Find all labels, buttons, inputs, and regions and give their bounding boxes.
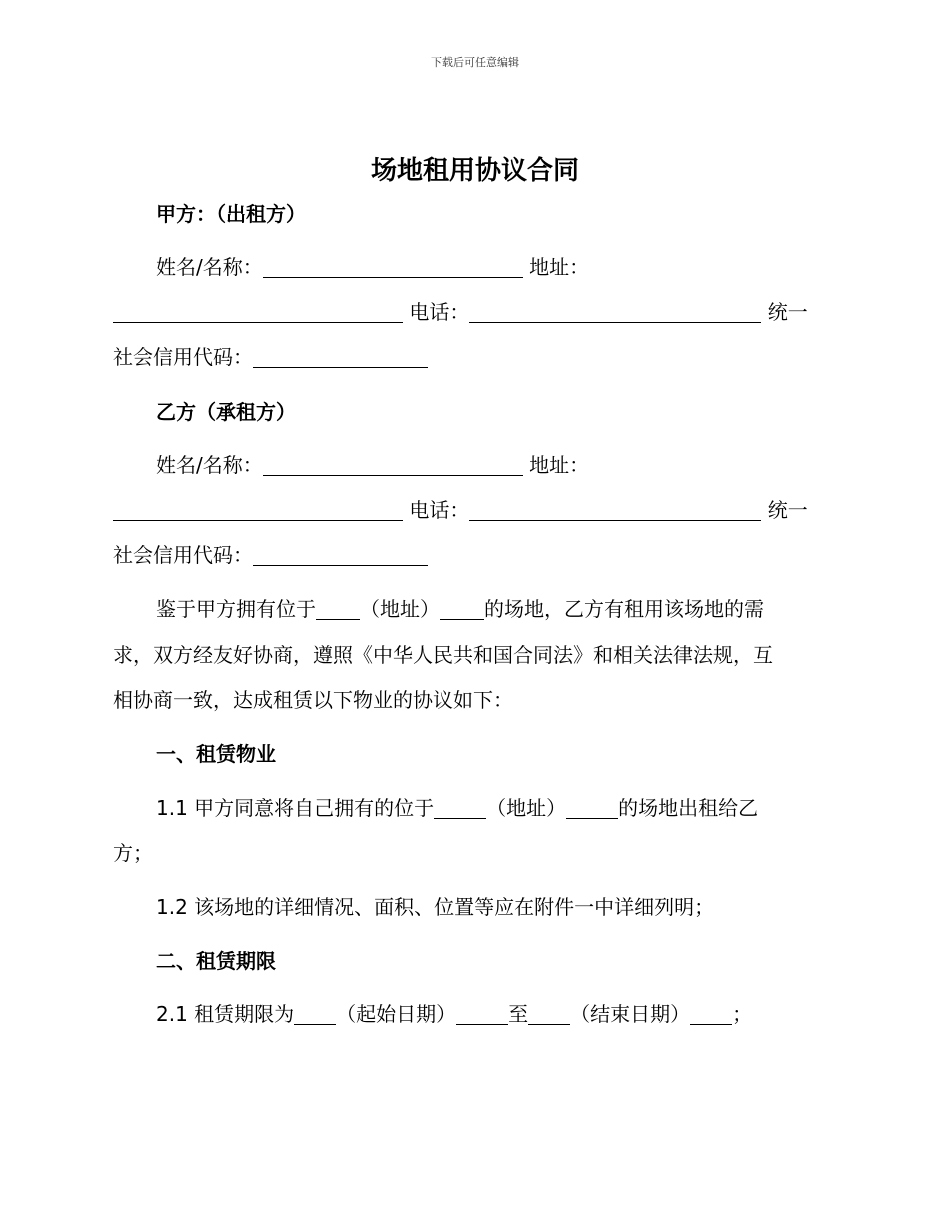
party-a-address-label: 地址： [529, 255, 590, 279]
clause-2-1-text-a: 2.1 租赁期限为 [156, 1002, 295, 1026]
party-a-credit-label-2: 社会信用代码： [113, 345, 253, 369]
clause-2-1-text-b: （起始日期） [336, 1002, 457, 1026]
header-note: 下载后可任意编辑 [431, 56, 519, 69]
clause-2-1-text-d: （结束日期） [570, 1002, 691, 1026]
party-b-heading: 乙方（承租方） [156, 400, 296, 424]
page-title: 场地租用协议合同 [370, 156, 579, 186]
party-b-credit-label-1: 统一 [767, 498, 808, 522]
preamble-text-a: 鉴于甲方拥有位于 [156, 597, 316, 621]
party-a-name-blank[interactable] [263, 257, 523, 278]
preamble-text-c: 的场地，乙方有租用该场地的需 [484, 597, 764, 621]
clause-1-2: 1.2 该场地的详细情况、面积、位置等应在附件一中详细列明； [156, 895, 715, 919]
party-a-address-blank[interactable] [113, 302, 403, 323]
party-b-phone-blank[interactable] [469, 500, 761, 521]
party-a-name-label: 姓名/名称： [156, 255, 263, 279]
preamble-blank-1[interactable] [316, 599, 360, 620]
party-a-credit-blank[interactable] [253, 347, 428, 368]
party-b-address-blank[interactable] [113, 500, 403, 521]
party-b-address-label: 地址： [529, 453, 590, 477]
party-b-address-line [113, 498, 808, 522]
clause-1-1-blank-1[interactable] [434, 798, 486, 819]
party-b-credit-blank[interactable] [253, 545, 428, 566]
party-b-name-line [156, 453, 589, 477]
party-a-phone-blank[interactable] [469, 302, 761, 323]
party-b-name-label: 姓名/名称： [156, 453, 263, 477]
clause-1-1-blank-2[interactable] [566, 798, 618, 819]
clause-1-1 [156, 796, 758, 820]
party-b-credit-line [113, 543, 428, 567]
clause-2-1-blank-2[interactable] [456, 1004, 508, 1025]
section-1-heading: 一、租赁物业 [156, 742, 276, 766]
clause-1-1-text-a: 1.1 甲方同意将自己拥有的位于 [156, 796, 435, 820]
clause-2-1-blank-3[interactable] [528, 1004, 570, 1025]
party-b-phone-label: 电话： [409, 498, 470, 522]
clause-2-1 [156, 1002, 752, 1026]
clause-1-1-continued: 方； [113, 841, 153, 865]
party-a-name-line [156, 255, 589, 279]
preamble-blank-2[interactable] [440, 599, 484, 620]
clause-2-1-blank-4[interactable] [690, 1004, 732, 1025]
preamble-line-2: 求，双方经友好协商，遵照《中华人民共和国合同法》和相关法律法规，互 [113, 643, 773, 667]
party-a-credit-label-1: 统一 [767, 300, 808, 324]
section-2-heading: 二、租赁期限 [156, 949, 276, 973]
party-a-address-line [113, 300, 808, 324]
clause-1-1-text-c: 的场地出租给乙 [618, 796, 759, 820]
preamble-text-b: （地址） [360, 597, 440, 621]
preamble-line-1 [156, 597, 764, 621]
party-b-credit-label-2: 社会信用代码： [113, 543, 253, 567]
party-a-heading: 甲方：（出租方） [156, 202, 306, 226]
clause-2-1-blank-1[interactable] [294, 1004, 336, 1025]
party-a-phone-label: 电话： [409, 300, 470, 324]
party-b-name-blank[interactable] [263, 455, 523, 476]
clause-2-1-text-e: ； [732, 1002, 753, 1026]
clause-1-1-text-b: （地址） [486, 796, 567, 820]
preamble-line-3: 相协商一致，达成租赁以下物业的协议如下： [113, 688, 513, 712]
clause-2-1-text-c: 至 [508, 1002, 529, 1026]
party-a-credit-line [113, 345, 428, 369]
